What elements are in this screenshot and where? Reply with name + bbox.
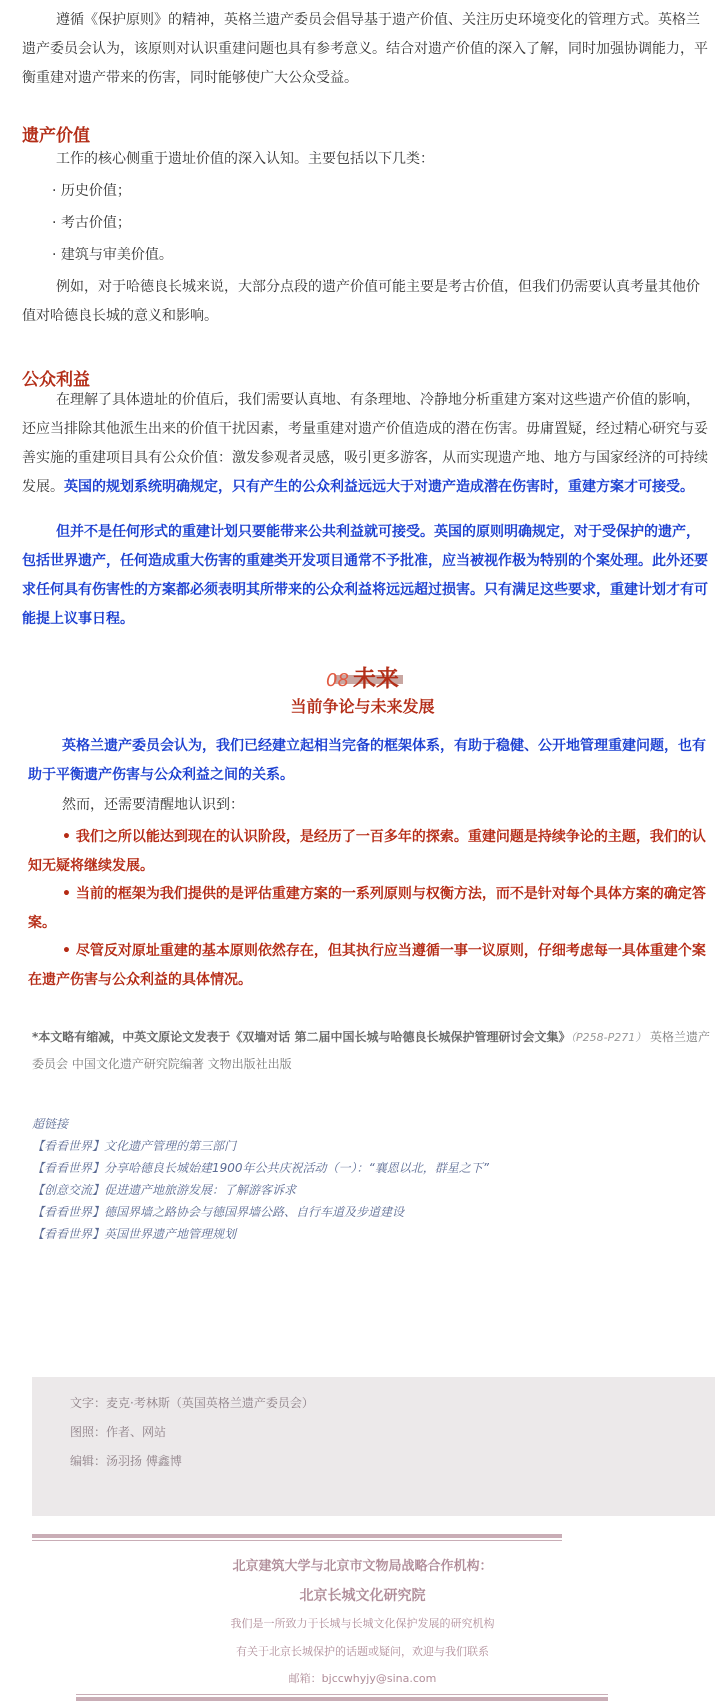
public-text: 在理解了具体遗址的价值后，我们需要认真地、有条理地、冷静地分析重建方案对这些遗产价值的影响，还应当排除其他派生出来的价值干扰因素，考量重建对遗产价值造成的潜在伤害。毋庸置疑，经过精心研究与妥善实施的重建项目具有公众价值：激发参观者灵感，吸引更多游客，从而实现遗产地、地方与国家经济的可持续发展。: [22, 392, 708, 495]
future-paragraph-2: 然而，还需要清醒地认识到：: [62, 797, 244, 813]
public-heading: 公众利益: [22, 370, 90, 390]
hyperlink-item[interactable]: 【看看世界】分享哈德良长城始建1900年公共庆祝活动（一）：“襄恩以北，群星之下”: [32, 1161, 489, 1175]
future-bullet: • 我们之所以能达到现在的认识阶段，是经历了一百多年的探索。重建问题是持续争论的主题，我们的认知无疑将继续发展。: [28, 829, 706, 874]
credit-text-author: 文字：麦克·考林斯（英国英格兰遗产委员会）: [70, 1396, 314, 1410]
credit-photo: 图照：作者、网站: [70, 1425, 167, 1439]
footer-description: 我们是一所致力于长城与长城文化保护发展的研究机构: [230, 1617, 495, 1630]
list-item: · 建筑与审美价值。: [52, 247, 173, 263]
footer-org-line: 北京建筑大学与北京市文物局战略合作机构：: [232, 1559, 493, 1574]
footer-org-name: 北京长城文化研究院: [299, 1588, 426, 1604]
hyperlink-label: 超链接: [32, 1117, 69, 1131]
public-highlight: 英国的规划系统明确规定，只有产生的公众利益远远大于对遗产造成潜在伤害时，重建方案才可接受。: [64, 479, 694, 495]
source-note-publisher: 英格兰遗产委员会 中国文化遗产研究院编著 文物出版社出版: [32, 1030, 711, 1071]
public-paragraph-1: [22, 386, 712, 502]
intro-paragraph: 遵循《保护原则》的精神，英格兰遗产委员会倡导基于遗产价值、关注历史环境变化的管理方式。英格兰遗产委员会认为，该原则对认识重建问题也具有参考意义。结合对遗产价值的深入了解，同时加强协调能力，平衡重建对遗产带来的伤害，同时能够使广大公众受益。: [22, 12, 708, 86]
footer-contact-note: 有关于北京长城保护的话题或疑问，欢迎与我们联系: [236, 1645, 489, 1658]
public-paragraph-2: 但并不是任何形式的重建计划只要能带来公共利益就可接受。英国的原则明确规定，对于受保护的遗产，包括世界遗产，任何造成重大伤害的重建类开发项目通常不予批准，应当被视作极为特别的个案处理。此外还要求任何具有伤害性的方案都必须表明其所带来的公众利益将远远超过损害。只有满足这些要求，重建计划才有可能提上议事日程。: [22, 524, 708, 627]
credits-box: [32, 1377, 715, 1516]
heritage-lead: 工作的核心侧重于遗址价值的深入认知。主要包括以下几类：: [56, 151, 434, 167]
source-note: [32, 1024, 712, 1077]
future-bullet: • 尽管反对原址重建的基本原则依然存在，但其执行应当遵循一事一议原则，仔细考虑每一具体重建个案在遗产伤害与公众利益的具体情况。: [28, 943, 706, 988]
source-note-title: *本文略有缩减，中英文原论文发表于《双墙对话 第二届中国长城与哈德良长城保护管理研讨会文集》: [32, 1030, 571, 1044]
future-bullet: • 当前的框架为我们提供的是评估重建方案的一系列原则与权衡方法，而不是针对每个具体方案的确定答案。: [28, 886, 706, 931]
list-item: · 历史价值；: [52, 183, 131, 199]
source-note-pages: （P258-P271）: [570, 1031, 647, 1044]
heritage-heading: 遗产价值: [22, 126, 90, 146]
footer-divider-bottom-thin: [76, 1694, 608, 1695]
footer-email[interactable]: 邮箱：bjccwhyjy@sina.com: [288, 1672, 437, 1685]
heritage-example: 例如，对于哈德良长城来说，大部分点段的遗产价值可能主要是考古价值，但我们仍需要认真考量其他价值对哈德良长城的意义和影响。: [22, 279, 700, 324]
footer-divider-bottom: [76, 1697, 608, 1701]
credit-editor: 编辑：汤羽扬 傅鑫博: [70, 1454, 182, 1468]
section-number: 08: [326, 670, 349, 691]
list-item: · 考古价值；: [52, 215, 131, 231]
section-title: [0, 660, 725, 690]
hyperlink-item[interactable]: 【看看世界】德国界墙之路协会与德国界墙公路、自行车道及步道建设: [32, 1205, 405, 1219]
hyperlink-list: [32, 1113, 712, 1245]
section-badge: [326, 660, 399, 692]
section-title-text: 未来: [352, 666, 399, 692]
hyperlink-item[interactable]: 【看看世界】英国世界遗产地管理规划: [32, 1227, 237, 1241]
section-subtitle: 当前争论与未来发展: [290, 697, 435, 716]
hyperlink-item[interactable]: 【看看世界】文化遗产管理的第三部门: [32, 1139, 237, 1153]
footer-divider-top-thin: [32, 1540, 562, 1541]
future-paragraph-1: 英格兰遗产委员会认为，我们已经建立起相当完备的框架体系，有助于稳健、公开地管理重建问题，也有助于平衡遗产伤害与公众利益之间的关系。: [28, 738, 706, 783]
footer-divider-top: [32, 1534, 562, 1538]
hyperlink-item[interactable]: 【创意交流】促进遗产地旅游发展：了解游客诉求: [32, 1183, 297, 1197]
